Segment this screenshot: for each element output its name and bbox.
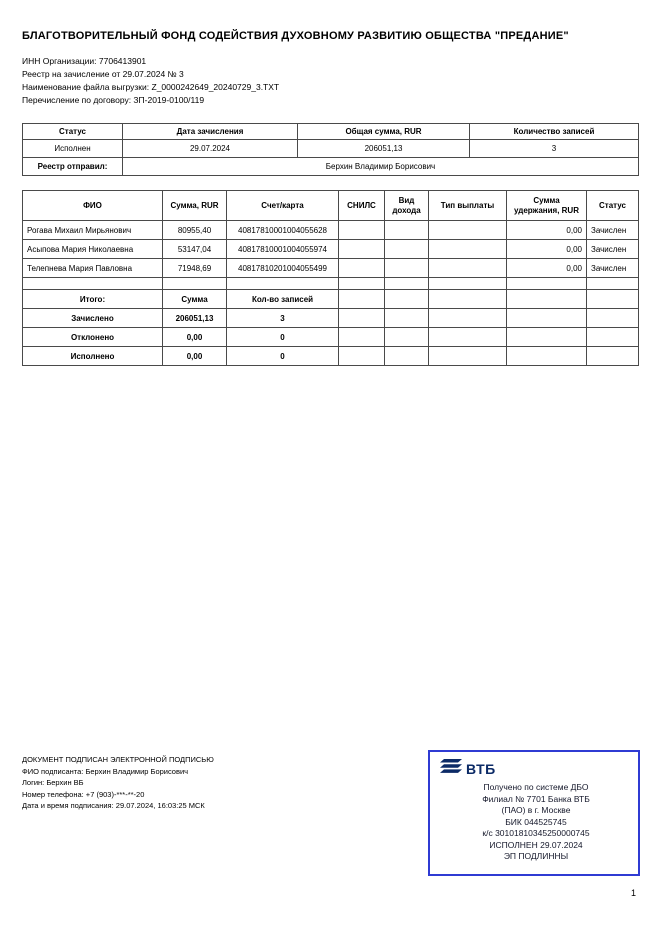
totals-header-row <box>23 290 639 309</box>
stamp-line: Получено по системе ДБО <box>483 782 589 792</box>
document-page <box>0 0 660 366</box>
fio-cell: Асыпова Мария Николаевна <box>23 240 163 259</box>
income-type-cell <box>385 259 429 278</box>
income-type-cell <box>385 240 429 259</box>
header-info-block <box>22 55 638 107</box>
snils-cell <box>339 221 385 240</box>
column-header-status: Статус <box>587 191 639 221</box>
total-sum-value: 206051,13 <box>298 140 470 158</box>
column-header-withholding: Сумма удержания, RUR <box>507 191 587 221</box>
payment-type-cell <box>429 221 507 240</box>
totals-sum: 0,00 <box>163 328 227 347</box>
signature-line: ДОКУМЕНТ ПОДПИСАН ЭЛЕКТРОННОЙ ПОДПИСЬЮ <box>22 755 214 764</box>
column-header-snils: СНИЛС <box>339 191 385 221</box>
payment-type-cell <box>429 240 507 259</box>
income-type-cell <box>385 221 429 240</box>
column-header-amount: Сумма, RUR <box>163 191 227 221</box>
column-header-status: Статус <box>23 124 123 140</box>
totals-sum: 206051,13 <box>163 309 227 328</box>
snils-cell <box>339 240 385 259</box>
totals-col-count: Кол-во записей <box>227 290 339 309</box>
contract-line: Перечисление по договору: ЗП-2019-0100/119 <box>22 95 205 105</box>
stamp-line: ИСПОЛНЕН 29.07.2024 <box>489 839 583 850</box>
totals-row-label: Исполнено <box>23 347 163 366</box>
payment-row <box>23 259 639 278</box>
totals-col-sum: Сумма <box>163 290 227 309</box>
withholding-cell: 0,00 <box>507 240 587 259</box>
payments-header-row <box>23 191 639 221</box>
totals-row-label: Отклонено <box>23 328 163 347</box>
snils-cell <box>339 259 385 278</box>
totals-row <box>23 347 639 366</box>
registry-summary-table <box>22 123 639 176</box>
spacer-row <box>23 278 639 290</box>
column-header-fio: ФИО <box>23 191 163 221</box>
summary-values-row <box>23 140 639 158</box>
registry-line: Реестр на зачисление от 29.07.2024 № 3 <box>22 69 184 79</box>
column-header-income-type: Вид дохода <box>385 191 429 221</box>
date-value: 29.07.2024 <box>123 140 298 158</box>
payment-row <box>23 221 639 240</box>
sender-label: Реестр отправил: <box>23 158 123 176</box>
vtb-logo-text: ВТБ <box>466 760 496 777</box>
stamp-line: к/с 30101810345250000745 <box>482 828 590 838</box>
totals-sum: 0,00 <box>163 347 227 366</box>
withholding-cell: 0,00 <box>507 221 587 240</box>
record-count-value: 3 <box>470 140 639 158</box>
status-cell: Зачислен <box>587 221 639 240</box>
sender-value: Берхин Владимир Борисович <box>123 158 639 176</box>
payment-row <box>23 240 639 259</box>
vtb-bank-stamp <box>428 750 640 876</box>
page-number: 1 <box>630 888 636 898</box>
vtb-stripes-icon <box>440 759 462 778</box>
account-cell: 40817810201004055499 <box>227 259 339 278</box>
totals-row <box>23 309 639 328</box>
stamp-line: (ПАО) в г. Москве <box>501 805 571 815</box>
stamp-text-block <box>440 782 632 863</box>
account-cell: 40817810001004055628 <box>227 221 339 240</box>
fio-cell: Рогава Михаил Мирьянович <box>23 221 163 240</box>
signature-line: Дата и время подписания: 29.07.2024, 16:03:25 МСК <box>22 801 205 810</box>
status-cell: Зачислен <box>587 240 639 259</box>
signature-line: ФИО подписанта: Берхин Владимир Борисович <box>22 766 189 776</box>
fio-cell: Телепнева Мария Павловна <box>23 259 163 278</box>
stamp-line: ЭП ПОДЛИННЫ <box>503 851 569 861</box>
column-header-account: Счет/карта <box>227 191 339 221</box>
stamp-line: БИК 044525745 <box>505 816 567 827</box>
status-value: Исполнен <box>23 140 123 158</box>
totals-count: 0 <box>227 328 339 347</box>
export-filename-line: Наименование файла выгрузки: Z_0000242649_20240729_3.TXT <box>22 82 280 92</box>
summary-header-row <box>23 124 639 140</box>
signature-line: Номер телефона: +7 (903)-***-**-20 <box>22 789 145 799</box>
column-header-total-sum: Общая сумма, RUR <box>298 124 470 140</box>
inn-line: ИНН Организации: 7706413901 <box>22 56 147 66</box>
withholding-cell: 0,00 <box>507 259 587 278</box>
stamp-line: Филиал № 7701 Банка ВТБ <box>482 793 590 804</box>
column-header-record-count: Количество записей <box>470 124 639 140</box>
status-cell: Зачислен <box>587 259 639 278</box>
amount-cell: 53147,04 <box>163 240 227 259</box>
account-cell: 40817810001004055974 <box>227 240 339 259</box>
amount-cell: 71948,69 <box>163 259 227 278</box>
column-header-payment-type: Тип выплаты <box>429 191 507 221</box>
signature-block <box>22 754 214 812</box>
sender-row <box>23 158 639 176</box>
totals-count: 0 <box>227 347 339 366</box>
column-header-date: Дата зачисления <box>123 124 298 140</box>
amount-cell: 80955,40 <box>163 221 227 240</box>
totals-count: 3 <box>227 309 339 328</box>
payments-table <box>22 190 639 366</box>
signature-line: Логин: Берхин ВБ <box>22 778 84 787</box>
vtb-logo <box>440 759 632 778</box>
totals-title: Итого: <box>23 290 163 309</box>
payment-type-cell <box>429 259 507 278</box>
totals-row-label: Зачислено <box>23 309 163 328</box>
totals-row <box>23 328 639 347</box>
document-title: БЛАГОТВОРИТЕЛЬНЫЙ ФОНД СОДЕЙСТВИЯ ДУХОВНОМУ РАЗВИТИЮ ОБЩЕСТВА "ПРЕДАНИЕ" <box>22 30 569 42</box>
